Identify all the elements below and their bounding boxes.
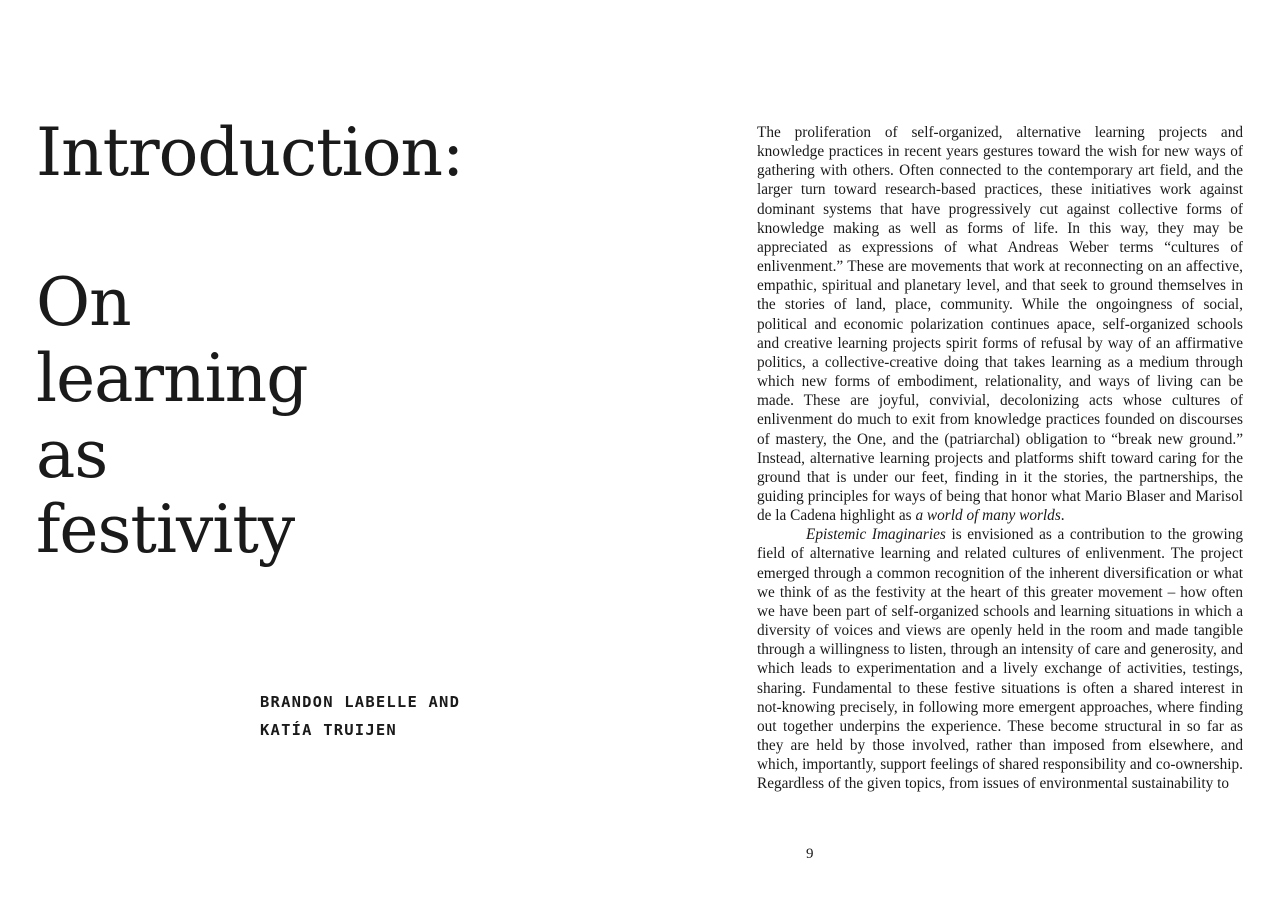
paragraph-2-text: is envisioned as a contribution to the growing field of alternative learning and related cultures of enlivenment. The project emerged through a common recognition of the inherent diversification or what we think of as the festivity at the heart of this greater movement – how often we have been part of self-organized schools and learning situations in which a diversity of voices and views are openly held in the room and made tangible through a willingness to listen, through an intensity of care and generosity, and which leads to experimentation and a lively exchange of activities, testings, sharing. Fundamental to these festive situations is often a shared interest in not-knowing precisely, in following more emergent approaches, where finding out together underpins the experience. These become structural in so far as they are held by those involved, rather than imposed from elsewhere, and which, importantly, support feelings of shared responsibility and co-ownership. Regardless of the given topics, from issues of environmental sustainability to bbox=[757, 526, 1244, 793]
author-names bbox=[260, 688, 460, 744]
author-line-1: BRANDON LABELLE AND bbox=[260, 693, 461, 711]
chapter-title-line-5: festivity bbox=[36, 491, 295, 568]
paragraph-1 bbox=[757, 123, 1243, 525]
chapter-title-line-2: On bbox=[36, 264, 131, 341]
paragraph-1-end: . bbox=[1060, 507, 1065, 525]
chapter-title-line-3: learning bbox=[36, 340, 308, 417]
chapter-title-line-4: as bbox=[36, 416, 108, 493]
body-text bbox=[757, 123, 1243, 793]
chapter-title-line-1: Introduction: bbox=[36, 114, 464, 191]
page-number: 9 bbox=[806, 846, 814, 862]
paragraph-2-italic: Epistemic Imaginaries bbox=[806, 526, 946, 544]
author-line-2: KATÍA TRUIJEN bbox=[260, 721, 397, 739]
paragraph-2 bbox=[757, 525, 1243, 793]
paragraph-1-italic: a world of many worlds bbox=[915, 507, 1061, 525]
right-page bbox=[640, 0, 1280, 911]
paragraph-1-text: The proliferation of self-organized, alternative learning projects and knowledge practices in recent years gestures toward the wish for new ways of gathering with others. Often connected to the contemporary art field, and the larger turn toward research-based practices, these initiatives work against dominant systems that have progressively cut against collective forms of knowledge making as well as forms of life. In this way, they may be appreciated as expressions of what Andreas Weber terms “cultures of enlivenment.” These are movements that work at reconnecting on an affective, empathic, spiritual and planetary level, and that seek to ground themselves in the stories of land, place, community. While the ongoingness of social, political and economic polarization continues apace, self-organized schools and creative learning projects spirit forms of refusal by way of an affirmative politics, a collective-creative doing that takes learning as a medium through which new forms of embodiment, relationality, and ways of living can be made. These are joyful, convivial, decolonizing acts whose cultures of enlivenment do much to exit from knowledge practices founded on discourses of mastery, the One, and the (patriarchal) obligation to “break new ground.” Instead, alternative learning projects and platforms shift toward caring for the ground that is under our feet, finding in it the stories, the partnerships, the guiding principles for ways of being that honor what Mario Blaser and Marisol de la Cadena highlight as bbox=[757, 124, 1243, 525]
